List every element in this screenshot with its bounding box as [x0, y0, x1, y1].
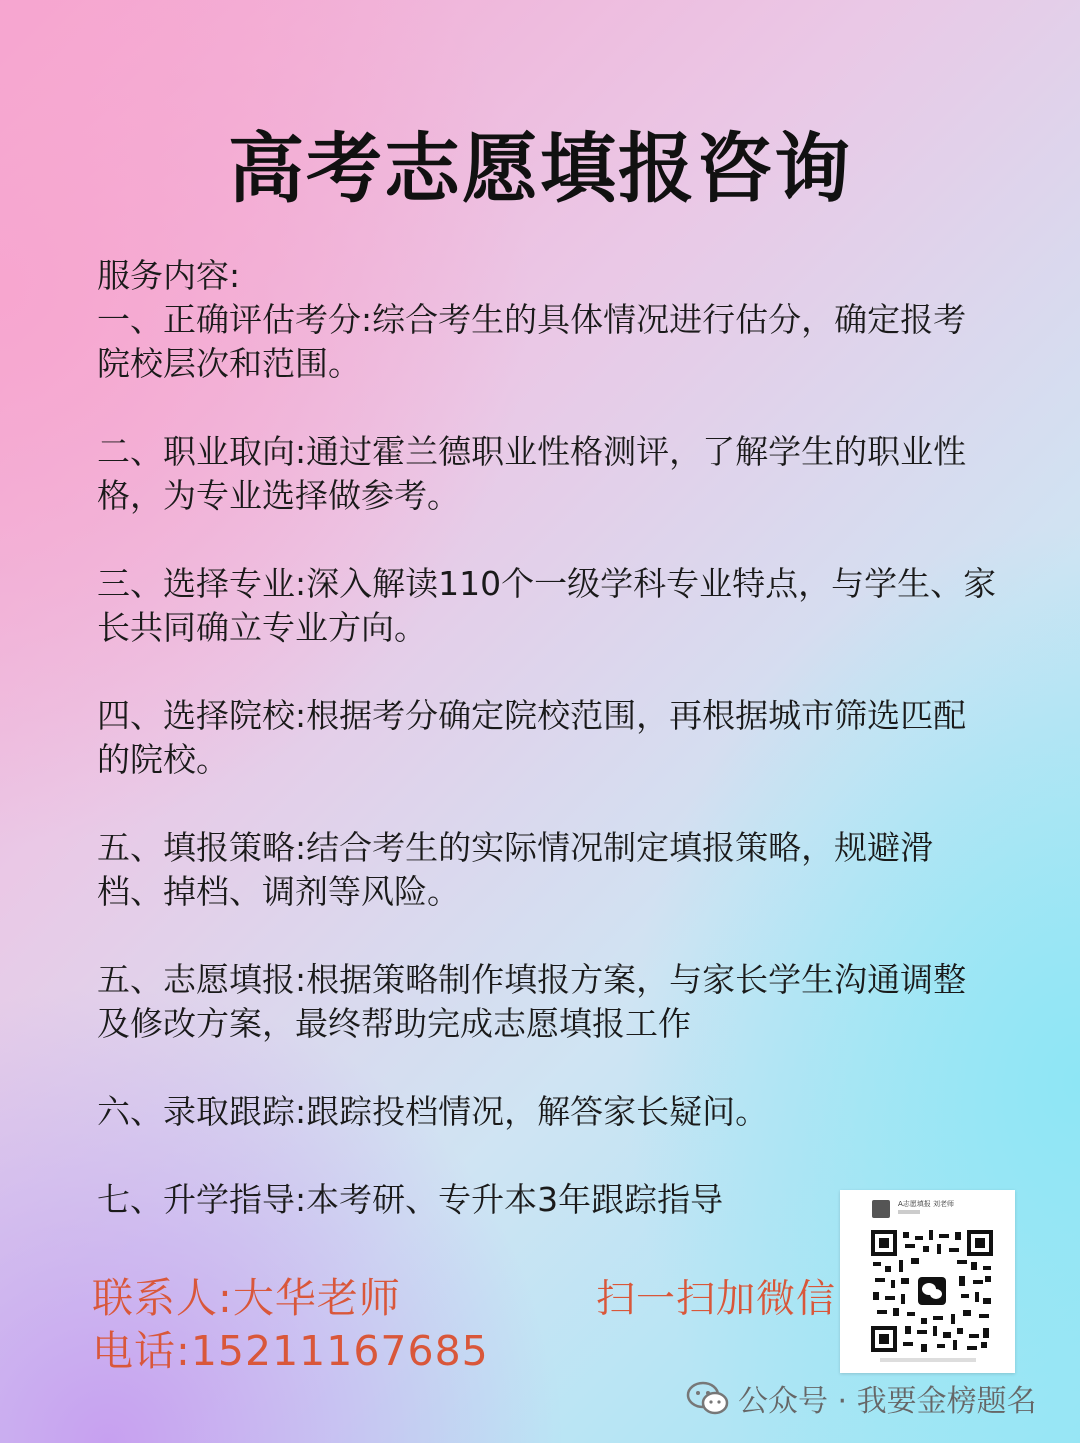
service-content: [97, 254, 997, 1222]
footer-account-name: 公众号 · 我要金榜题名: [738, 1384, 1037, 1419]
service-item-1: 一、正确评估考分:综合考生的具体情况进行估分，确定报考院校层次和范围。: [97, 300, 967, 383]
service-item-7: 六、录取跟踪:跟踪投档情况，解答家长疑问。: [97, 1092, 769, 1131]
page-title: 高考志愿填报咨询: [228, 124, 852, 213]
qr-subtitle: [898, 1210, 920, 1214]
service-item-5: 五、填报策略:结合考生的实际情况制定填报策略，规避滑档、掉档、调剂等风险。: [97, 828, 934, 911]
qr-caption: [880, 1358, 976, 1362]
service-item-6: 五、志愿填报:根据策略制作填报方案，与家长学生沟通调整及修改方案，最终帮助完成志愿填报工作: [97, 960, 967, 1043]
qr-contact-name: A志愿填报 刘老师: [898, 1200, 955, 1208]
service-item-8: 七、升学指导:本考研、专升本3年跟踪指导: [97, 1180, 724, 1219]
footer: [686, 1378, 1037, 1418]
service-item-2: 二、职业取向:通过霍兰德职业性格测评，了解学生的职业性格，为专业选择做参考。: [97, 432, 967, 515]
contact-phone[interactable]: 电话:15211167685: [92, 1327, 489, 1375]
service-item-3: 三、选择专业:深入解读110个一级学科专业特点，与学生、家长共同确立专业方向。: [97, 564, 997, 647]
avatar: [872, 1200, 890, 1218]
wechat-icon: [686, 1381, 730, 1415]
qr-card[interactable]: [840, 1190, 1015, 1373]
wechat-qr-code-icon[interactable]: [871, 1230, 993, 1352]
contact-person: 联系人:大华老师: [92, 1274, 401, 1322]
scan-label: 扫一扫加微信: [596, 1277, 837, 1322]
service-heading: 服务内容:: [97, 256, 241, 295]
service-item-4: 四、选择院校:根据考分确定院校范围，再根据城市筛选匹配的院校。: [97, 696, 967, 779]
